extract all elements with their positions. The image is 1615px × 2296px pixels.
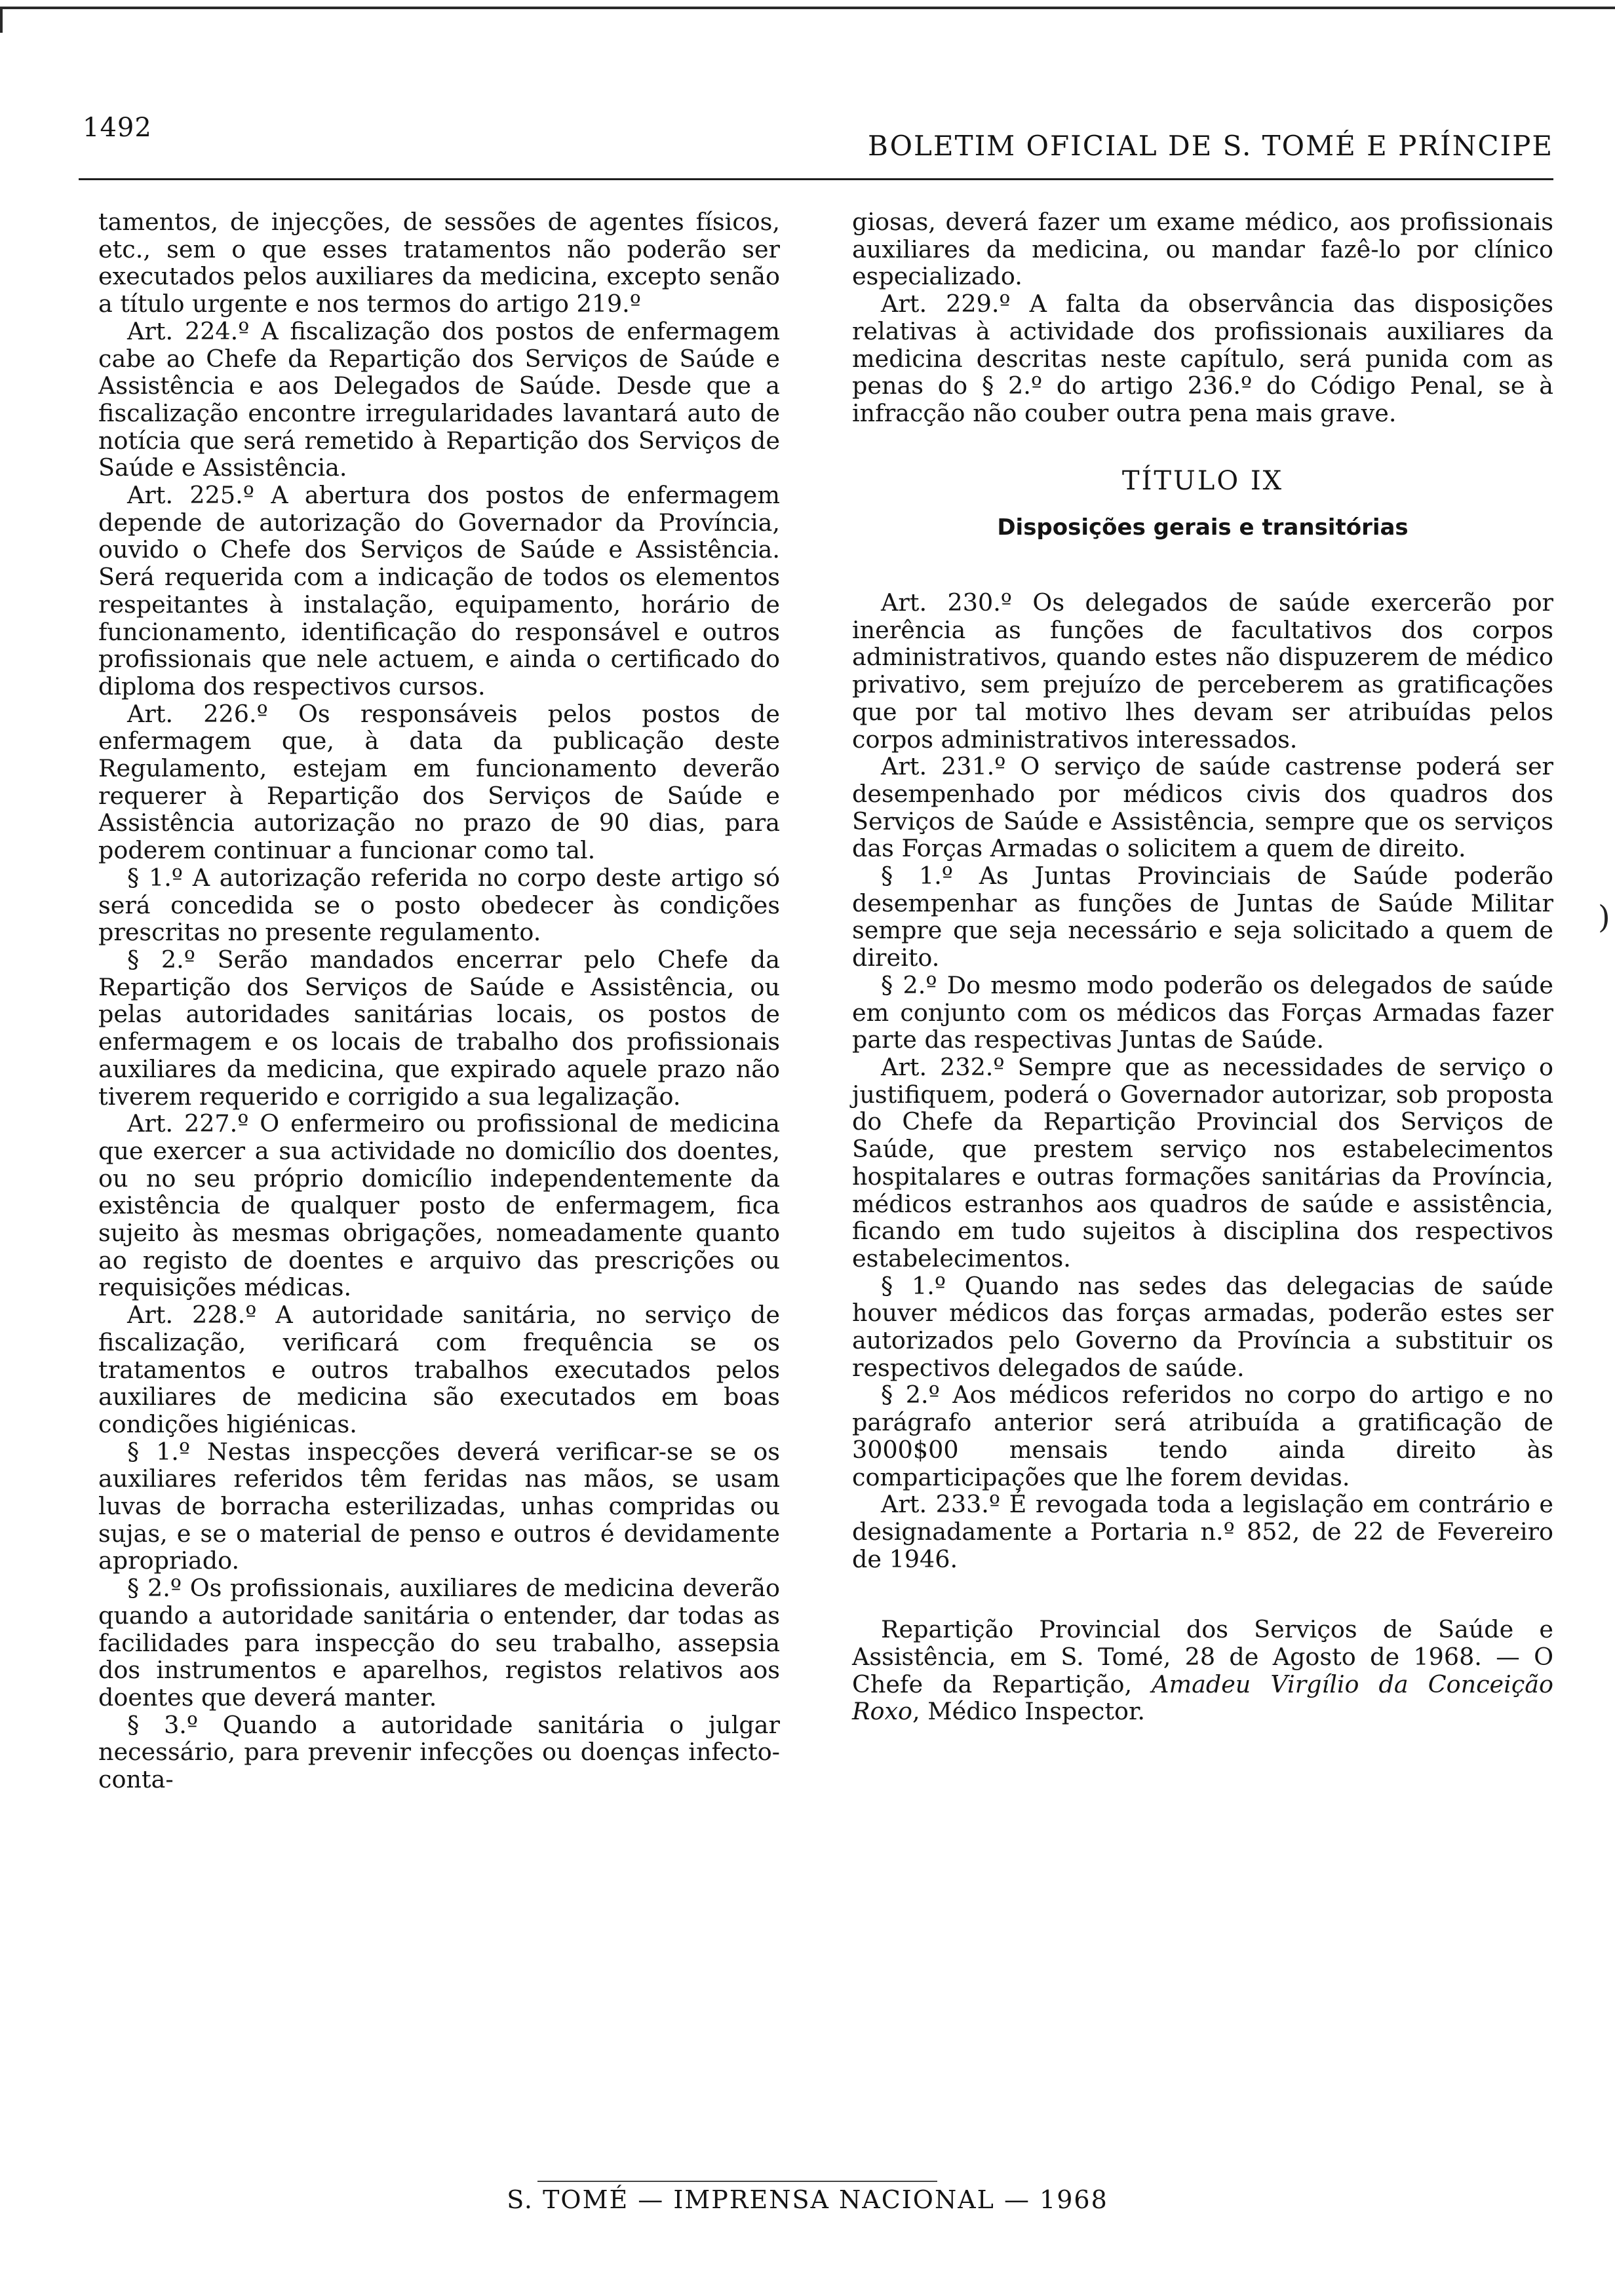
margin-mark: ): [1598, 899, 1610, 936]
paragraph: § 2.º Serão mandados encerrar pelo Chefe da Repartição dos Serviços de Saúde e Assistência, ou pelas autoridades sanitárias locais, os postos de enfermagem e os locais de trabalho dos profissionais auxiliares da medicina, que expirado aquele prazo não tiverem requerido e corrigido a sua legalização.: [98, 945, 780, 1111]
paragraph: § 2.º Aos médicos referidos no corpo do artigo e no parágrafo anterior será atribuída a gratificação de 3000$00 mensais tendo ainda direito às comparticipações que lhe forem devidas.: [852, 1381, 1553, 1491]
article-229: Art. 229.º A falta da observância das disposições relativas à actividade dos profissionais auxiliares da medicina descritas neste capítulo, será punida com as penas do § 2.º do artigo 236.º do Código Penal, se à infracção não couber outra pena mais grave.: [852, 290, 1553, 427]
page-number: 1492: [83, 113, 152, 143]
article-226: Art. 226.º Os responsáveis pelos postos de enfermagem que, à data da publicação deste Regulamento, estejam em funcionamento deverão requerer à Repartição dos Serviços de Saúde e Assistência autorização no prazo de 90 dias, para poderem continuar a funcionar como tal.: [98, 699, 780, 865]
footer-imprint: S. TOMÉ — IMPRENSA NACIONAL — 1968: [507, 2185, 1108, 2214]
running-title: BOLETIM OFICIAL DE S. TOMÉ E PRÍNCIPE: [867, 130, 1553, 162]
paragraph: § 1.º Quando nas sedes das delegacias de saúde houver médicos das forças armadas, poderão estes ser autorizados pelo Governo da Província a substituir os respectivos delegados de saúde.: [852, 1271, 1553, 1382]
paragraph: § 1.º A autorização referida no corpo deste artigo só será concedida se o posto obedecer às condições prescritas no presente regulamento.: [98, 863, 780, 947]
header-rule: [79, 178, 1553, 180]
paragraph: § 3.º Quando a autoridade sanitária o julgar necessário, para prevenir infecções ou doenças infecto-conta-: [98, 1710, 780, 1794]
article-233: Art. 233.º É revogada toda a legislação em contrário e designadamente a Portaria n.º 852, de 22 de Fevereiro de 1946.: [852, 1490, 1553, 1573]
article-224: Art. 224.º A fiscalização dos postos de enfermagem cabe ao Chefe da Repartição dos Serviços de Saúde e Assistência e aos Delegados de Saúde. Desde que a fiscalização encontre irregularidades lavantará auto de notícia que será remetido à Repartição dos Serviços de Saúde e Assistência.: [98, 316, 780, 482]
subtitle-heading: Disposições gerais e transitórias: [997, 514, 1409, 541]
signature-text-after: , Médico Inspector.: [912, 1697, 1146, 1726]
title-heading: TÍTULO IX: [1121, 465, 1284, 496]
footer-rule: [537, 2181, 937, 2182]
left-column: [98, 208, 780, 1793]
article-232: Art. 232.º Sempre que as necessidades de serviço o justifiquem, poderá o Governador autorizar, sob proposta do Chefe da Repartição Provincial dos Serviços de Saúde, que prestem serviço nos estabelecimentos hospitalares e outras formações sanitárias da Província, médicos estranhos aos quadros de saúde e assistência, ficando em tudo sujeitos à disciplina dos respectivos estabelecimentos.: [852, 1052, 1553, 1272]
signature-text-before: Repartição Provincial dos Serviços de Saúde e Assistência, em S. Tomé, 28 de Agosto de 1968. — O Chefe da Repartição,: [852, 1615, 1553, 1698]
paragraph: § 2.º Os profissionais, auxiliares de medicina deverão quando a autoridade sanitária o entender, dar todas as facilidades para inspecção do seu trabalho, assepsia dos instrumentos e aparelhos, registos relativos aos doentes que deverá manter.: [98, 1574, 780, 1712]
article-228: Art. 228.º A autoridade sanitária, no serviço de fiscalização, verificará com frequência se os tratamentos e outros trabalhos executados pelos auxiliares de medicina são executados em boas condições higiénicas.: [98, 1301, 780, 1438]
paragraph: § 1.º Nestas inspecções deverá verificar-se se os auxiliares referidos têm feridas nas mãos, se usam luvas de borracha esterilizadas, unhas compridas ou sujas, e se o material de penso e outros é devidamente apropriado.: [98, 1437, 780, 1575]
paragraph: § 2.º Do mesmo modo poderão os delegados de saúde em conjunto com os médicos das Forças Armadas fazer parte das respectivas Juntas de Saúde.: [852, 970, 1553, 1054]
signature-block: [852, 1616, 1553, 1725]
article-231: Art. 231.º O serviço de saúde castrense poderá ser desempenhado por médicos civis dos quadros dos Serviços de Saúde e Assistência, sempre que os serviços das Forças Armadas o solicitem a quem de direito.: [852, 752, 1553, 863]
paragraph: § 1.º As Juntas Provinciais de Saúde poderão desempenhar as funções de Juntas de Saúde Militar sempre que seja necessário e seja solicitado a quem de direito.: [852, 862, 1553, 972]
article-227: Art. 227.º O enfermeiro ou profissional de medicina que exercer a sua actividade no domicílio dos doentes, ou no seu próprio domicílio independentemente da existência de qualquer posto de enfermagem, fica sujeito às mesmas obrigações, nomeadamente quanto ao registo de doentes e arquivo das prescrições ou requisições médicas.: [98, 1109, 780, 1302]
paragraph: tamentos, de injecções, de sessões de agentes físicos, etc., sem o que esses tratamentos não poderão ser executados pelos auxiliares da medicina, excepto senão a título urgente e nos termos do artigo 219.º: [98, 208, 780, 318]
article-225: Art. 225.º A abertura dos postos de enfermagem depende de autorização do Governador da Província, ouvido o Chefe dos Serviços de Saúde e Assistência. Será requerida com a indicação de todos os elementos respeitantes à instalação, equipamento, horário de funcionamento, identificação do responsável e outros profissionais que nele actuem, e ainda o certificado do diploma dos respectivos cursos.: [98, 481, 780, 700]
right-column: [852, 208, 1553, 1725]
signatory-name: Amadeu Virgílio da Conceição Roxo: [852, 1670, 1553, 1726]
left-border-line: [0, 7, 3, 33]
paragraph: giosas, deverá fazer um exame médico, aos profissionais auxiliares da medicina, ou mandar fazê-lo por clínico especializado.: [852, 208, 1553, 291]
top-border-line: [0, 7, 1615, 9]
article-230: Art. 230.º Os delegados de saúde exercerão por inerência as funções de facultativos dos corpos administrativos, quando estes não dispuzerem de médico privativo, sem prejuízo de perceberem as gratificações que por tal motivo lhes devam ser atribuídas pelos corpos administrativos interessados.: [852, 588, 1553, 754]
